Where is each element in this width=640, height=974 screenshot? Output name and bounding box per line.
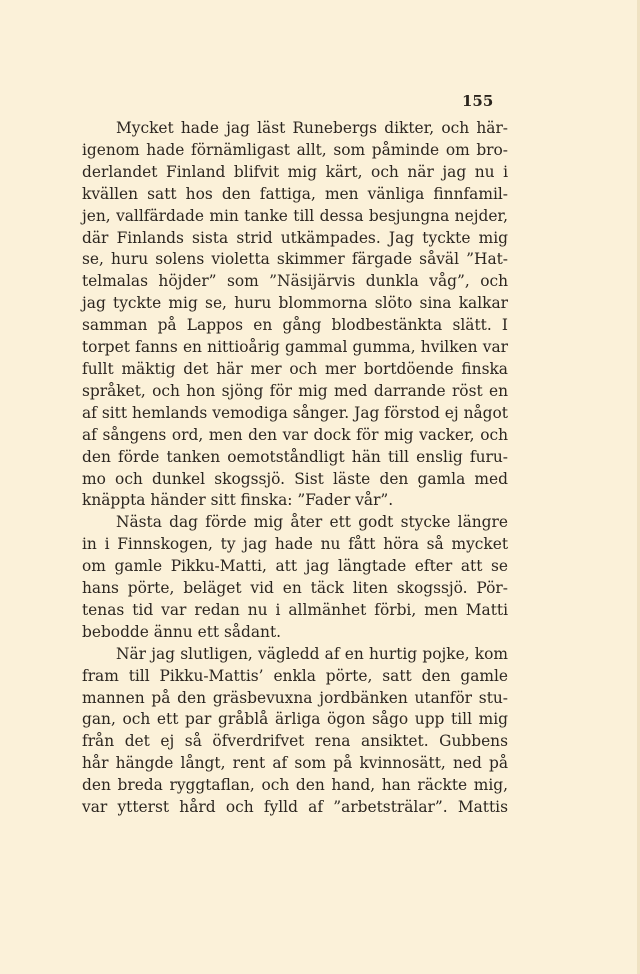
text-line: gan, och ett par gråblå ärliga ögon sågo upp till mig: [82, 710, 508, 729]
text-line: hår hängde långt, rent af som på kvinnosätt, ned på: [82, 754, 508, 773]
text-line: af sitt hemlands vemodiga sånger. Jag förstod ej något: [82, 403, 508, 422]
text-line: den breda ryggtaflan, och den hand, han räckte mig,: [82, 776, 508, 795]
text-line: af sångens ord, men den var dock för mig vacker, och: [82, 425, 508, 444]
text-line: den förde tanken oemotståndligt hän till enslig furu-: [82, 447, 508, 466]
text-line: jen, vallfärdade min tanke till dessa besjungna nejder,: [82, 206, 508, 225]
text-line: var ytterst hård och fylld af ”arbetsträlar”. Mattis: [82, 798, 508, 817]
text-line: från det ej så öfverdrifvet rena ansiktet. Gubbens: [82, 732, 508, 751]
page-body-text: [82, 118, 508, 819]
text-line: kvällen satt hos den fattiga, men vänliga finnfamil-: [82, 184, 508, 203]
text-line: igenom hade förnämligast allt, som påminde om bro-: [82, 140, 508, 159]
text-line: Nästa dag förde mig åter ett godt stycke längre: [116, 513, 508, 532]
page-number: 155: [462, 92, 494, 110]
text-line: om gamle Pikku-Matti, att jag längtade efter att se: [82, 557, 508, 576]
text-line: där Finlands sista strid utkämpades. Jag tyckte mig: [82, 228, 508, 247]
text-line: språket, och hon sjöng för mig med darrande röst en: [82, 381, 508, 400]
text-line: samman på Lappos en gång blodbestänkta slätt. I: [82, 316, 508, 335]
text-line: torpet fanns en nittioårig gammal gumma, hvilken var: [82, 338, 508, 357]
text-line: jag tyckte mig se, huru blommorna slöto sina kalkar: [82, 294, 508, 313]
text-line: mo och dunkel skogssjö. Sist läste den gamla med: [82, 469, 508, 488]
text-line: fram till Pikku-Mattis’ enkla pörte, satt den gamle: [82, 666, 508, 685]
text-line: tenas tid var redan nu i allmänhet förbi, men Matti: [82, 600, 508, 619]
text-line: hans pörte, beläget vid en täck liten skogssjö. Pör-: [82, 579, 508, 598]
text-line: se, huru solens violetta skimmer färgade såväl ”Hat-: [82, 250, 508, 269]
text-line: in i Finnskogen, ty jag hade nu fått höra så mycket: [82, 535, 508, 554]
text-line: bebodde ännu ett sådant.: [82, 622, 282, 641]
text-line: När jag slutligen, vägledd af en hurtig pojke, kom: [116, 644, 508, 663]
text-line: telmalas höjder” som ”Näsijärvis dunkla våg”, och: [82, 272, 508, 291]
text-line: mannen på den gräsbevuxna jordbänken utanför stu-: [82, 688, 508, 707]
text-line: derlandet Finland blifvit mig kärt, och när jag nu i: [82, 162, 508, 181]
text-line: knäppta händer sitt finska: ”Fader vår”.: [82, 491, 394, 510]
text-line: fullt mäktig det här mer och mer bortdöende finska: [82, 359, 508, 378]
text-line: Mycket hade jag läst Runebergs dikter, och här-: [116, 119, 508, 137]
